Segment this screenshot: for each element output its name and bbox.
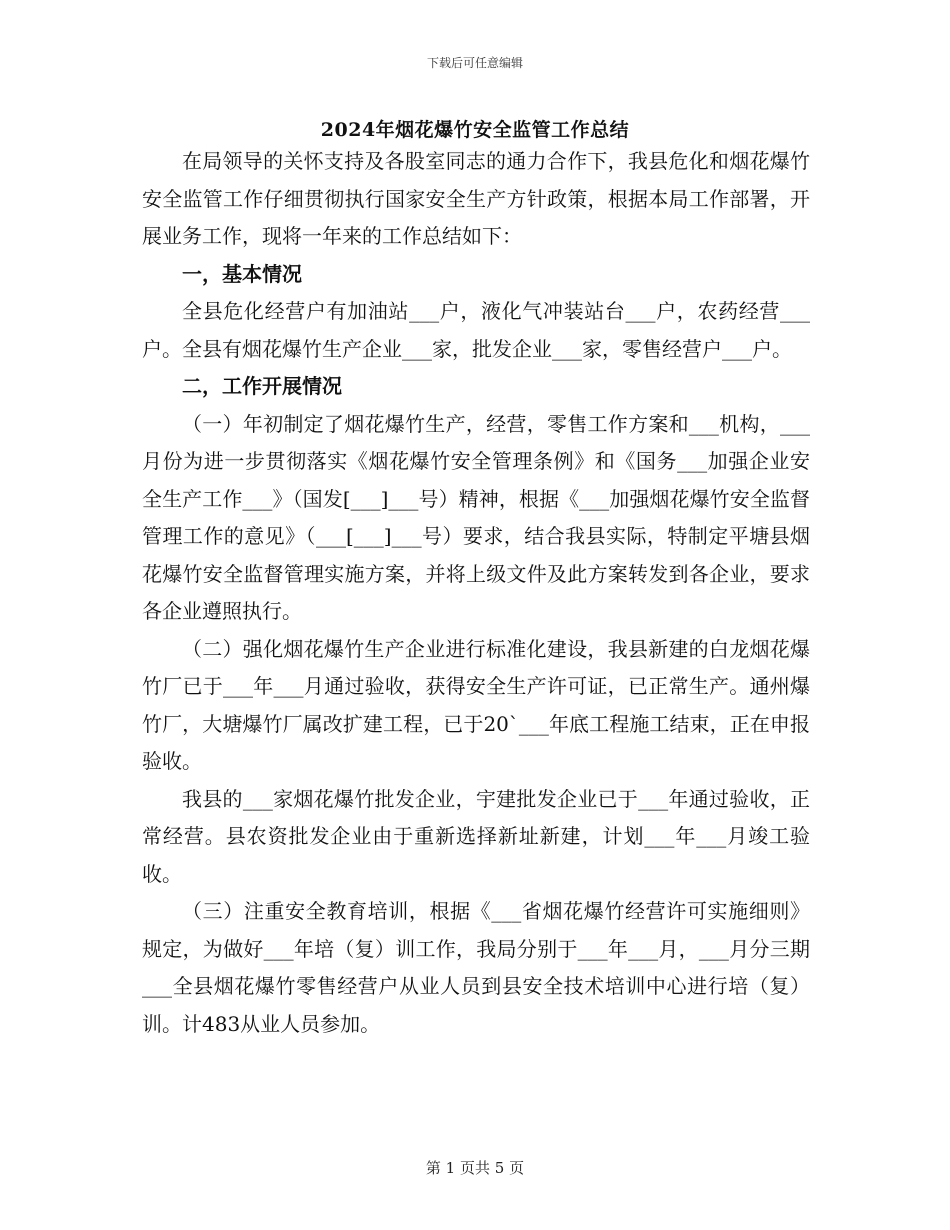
header-note: 下载后可任意编辑 <box>426 56 523 70</box>
basic-info-paragraph: 全县危化经营户有加油站___户，液化气冲装站台___户，农药经营___户。全县有烟花爆竹生产企业___家，批发企业___家，零售经营户___户。 <box>142 299 810 361</box>
document-title: 2024年烟花爆竹安全监管工作总结 <box>320 119 630 141</box>
work-paragraph-4: （三）注重安全教育培训，根据《___省烟花爆竹经营许可实施细则》规定，为做好___年培（复）训工作，我局分别于___年___月，___月分三期___全县烟花爆竹零售经营户从业人员到县安全技术培训中心进行培（复）训。计483从业人员参加。 <box>142 899 810 1036</box>
work-paragraph-3: 我县的___家烟花爆竹批发企业，宇建批发企业已于___年通过验收，正常经营。县农资批发企业由于重新选择新址新建，计划___年___月竣工验收。 <box>142 786 810 886</box>
work-paragraph-1: （一）年初制定了烟花爆竹生产，经营，零售工作方案和___机构，___月份为进一步贯彻落实《烟花爆竹安全管理条例》和《国务___加强企业安全生产工作___》（国发[___]___号）精神，根据《___加强烟花爆竹安全监督管理工作的意见》（___[___]___号）要求，结合我县实际，特制定平塘县烟花爆竹安全监督管理实施方案，并将上级文件及此方案转发到各企业，要求各企业遵照执行。 <box>142 411 810 623</box>
document-body <box>142 143 810 1043</box>
work-paragraph-2: （二）强化烟花爆竹生产企业进行标准化建设，我县新建的白龙烟花爆竹厂已于___年___月通过验收，获得安全生产许可证，已正常生产。通州爆竹厂，大塘爆竹厂属改扩建工程，已于20`___年底工程施工结束，正在申报验收。 <box>142 636 810 773</box>
page-number: 第 1 页共 5 页 <box>425 1159 525 1177</box>
intro-paragraph: 在局领导的关怀支持及各股室同志的通力合作下，我县危化和烟花爆竹安全监管工作仔细贯彻执行国家安全生产方针政策，根据本局工作部署，开展业务工作，现将一年来的工作总结如下： <box>142 149 810 248</box>
section-heading-work: 二，工作开展情况 <box>182 374 342 398</box>
section-heading-basic: 一，基本情况 <box>182 261 302 286</box>
